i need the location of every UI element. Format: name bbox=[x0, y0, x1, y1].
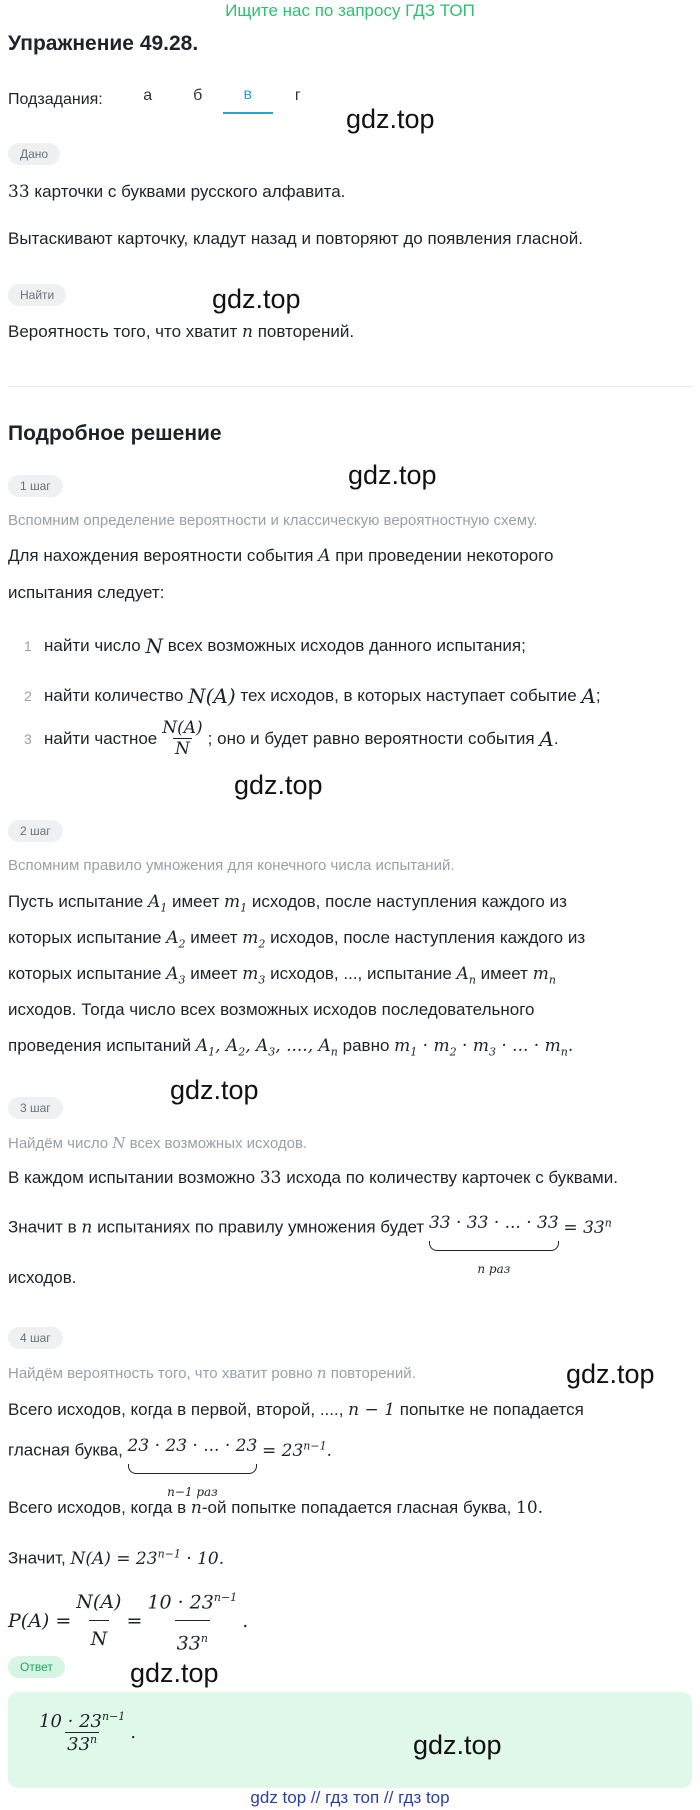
tab-v[interactable]: в bbox=[223, 86, 273, 114]
given-line-2: Вытаскивают карточку, кладут назад и повторяют до появления гласной. bbox=[8, 229, 583, 248]
step-2-hint: Вспомним правило умножения для конечного числа испытаний. bbox=[8, 857, 455, 874]
step-4-line-1: Всего исходов, когда в первой, второй, ...., n − 1 попытке не попадается bbox=[8, 1400, 584, 1420]
divider bbox=[8, 386, 692, 387]
answer-formula: $\frac{10 \cdot 23^{n-1}}{33^n}$ . bbox=[39, 1710, 137, 1755]
find-line: Вероятность того, что хватит n повторений. bbox=[8, 322, 355, 342]
solution-title: Подробное решение bbox=[8, 422, 222, 445]
watermark: gdz.top bbox=[413, 1730, 502, 1760]
step-2-line-4: исходов. Тогда число всех возможных исходов последовательного bbox=[8, 1000, 535, 1019]
watermark: gdz.top bbox=[234, 770, 323, 800]
answer-chip: Ответ bbox=[8, 1656, 65, 1678]
watermark: gdz.top bbox=[346, 104, 435, 134]
step-3-line-2: Значит в n испытаниях по правилу умножения будет 33 · 33 · ... · 33 n раз = $33^n$ bbox=[8, 1213, 612, 1276]
subtask-tabs bbox=[8, 86, 323, 114]
step-2-line-1: Пусть испытание $A_1$ имеет $m_1$ исходов, после наступления каждого из bbox=[8, 892, 567, 915]
tab-b[interactable]: б bbox=[193, 87, 203, 104]
given-chip: Дано bbox=[8, 143, 60, 165]
watermark: gdz.top bbox=[566, 1359, 655, 1389]
step-1-text-1: Для нахождения вероятности события A при проведении некоторого bbox=[8, 546, 554, 566]
page-title: Упражнение 49.28. bbox=[8, 32, 199, 55]
step-3-hint: Найдём число N всех возможных исходов. bbox=[8, 1134, 308, 1152]
footer-links[interactable]: gdz top // гдз топ // гдз top bbox=[250, 1788, 450, 1807]
step-4-chip: 4 шаг bbox=[8, 1327, 63, 1349]
list-item: 1 найти число N всех возможных исходов данного испытания; bbox=[24, 634, 526, 658]
list-item: 3 найти частное $\frac{N(A)}{N}$ ; оно и будет равно вероятности события A . bbox=[24, 718, 559, 759]
step-3-line-3: исходов. bbox=[8, 1268, 77, 1287]
step-4-hint: Найдём вероятность того, что хватит ровно n повторений. bbox=[8, 1364, 416, 1382]
answer-box bbox=[8, 1692, 692, 1788]
subtasks-label: Подзадания: bbox=[8, 91, 103, 108]
watermark: gdz.top bbox=[130, 1658, 219, 1688]
probability-formula: P(A) = $\frac{N(A)}{N}$ = $\frac{10 \cdot 23^{n-1}}{33^n}$ . bbox=[8, 1580, 248, 1662]
step-4-line-2: гласная буква, 23 · 23 · ... · 23 n−1 раз = $23^{n-1}$. bbox=[8, 1436, 333, 1499]
step-3-line-1: В каждом испытании возможно 33 исхода по количеству карточек с буквами. bbox=[8, 1168, 618, 1188]
watermark: gdz.top bbox=[348, 460, 437, 490]
step-2-line-5: проведения испытаний $A_1$, $A_2$, $A_3$, ...., $A_n$ равно $m_1 \cdot m_2 \cdot m_3$ · ... · $m_n$. bbox=[8, 1036, 574, 1059]
step-2-line-2: которых испытание $A_2$ имеет $m_2$ исходов, после наступления каждого из bbox=[8, 928, 586, 951]
step-2-line-3: которых испытание $A_3$ имеет $m_3$ исходов, ..., испытание $A_n$ имеет $m_n$ bbox=[8, 964, 556, 987]
watermark: gdz.top bbox=[212, 284, 301, 314]
step-2-chip: 2 шаг bbox=[8, 820, 63, 842]
step-1-chip: 1 шаг bbox=[8, 475, 63, 497]
step-1-hint: Вспомним определение вероятности и классическую вероятностную схему. bbox=[8, 512, 538, 529]
find-chip: Найти bbox=[8, 284, 66, 306]
step-4-line-4: Значит, $N(A) = 23^{n-1} \cdot 10$. bbox=[8, 1547, 225, 1569]
watermark: gdz.top bbox=[170, 1075, 259, 1105]
tab-a[interactable]: а bbox=[143, 87, 153, 104]
step-4-line-3: Всего исходов, когда в n-ой попытке попадается гласная буква, 10. bbox=[8, 1498, 544, 1518]
top-banner[interactable]: Ищите нас по запросу ГДЗ ТОП bbox=[225, 1, 475, 20]
step-3-chip: 3 шаг bbox=[8, 1097, 63, 1119]
step-1-text-2: испытания следует: bbox=[8, 583, 165, 602]
given-line-1: 33 карточки с буквами русского алфавита. bbox=[8, 182, 346, 202]
tab-g[interactable]: г bbox=[294, 87, 301, 104]
list-item: 2 найти количество N(A) тех исходов, в которых наступает событие A ; bbox=[24, 684, 601, 708]
